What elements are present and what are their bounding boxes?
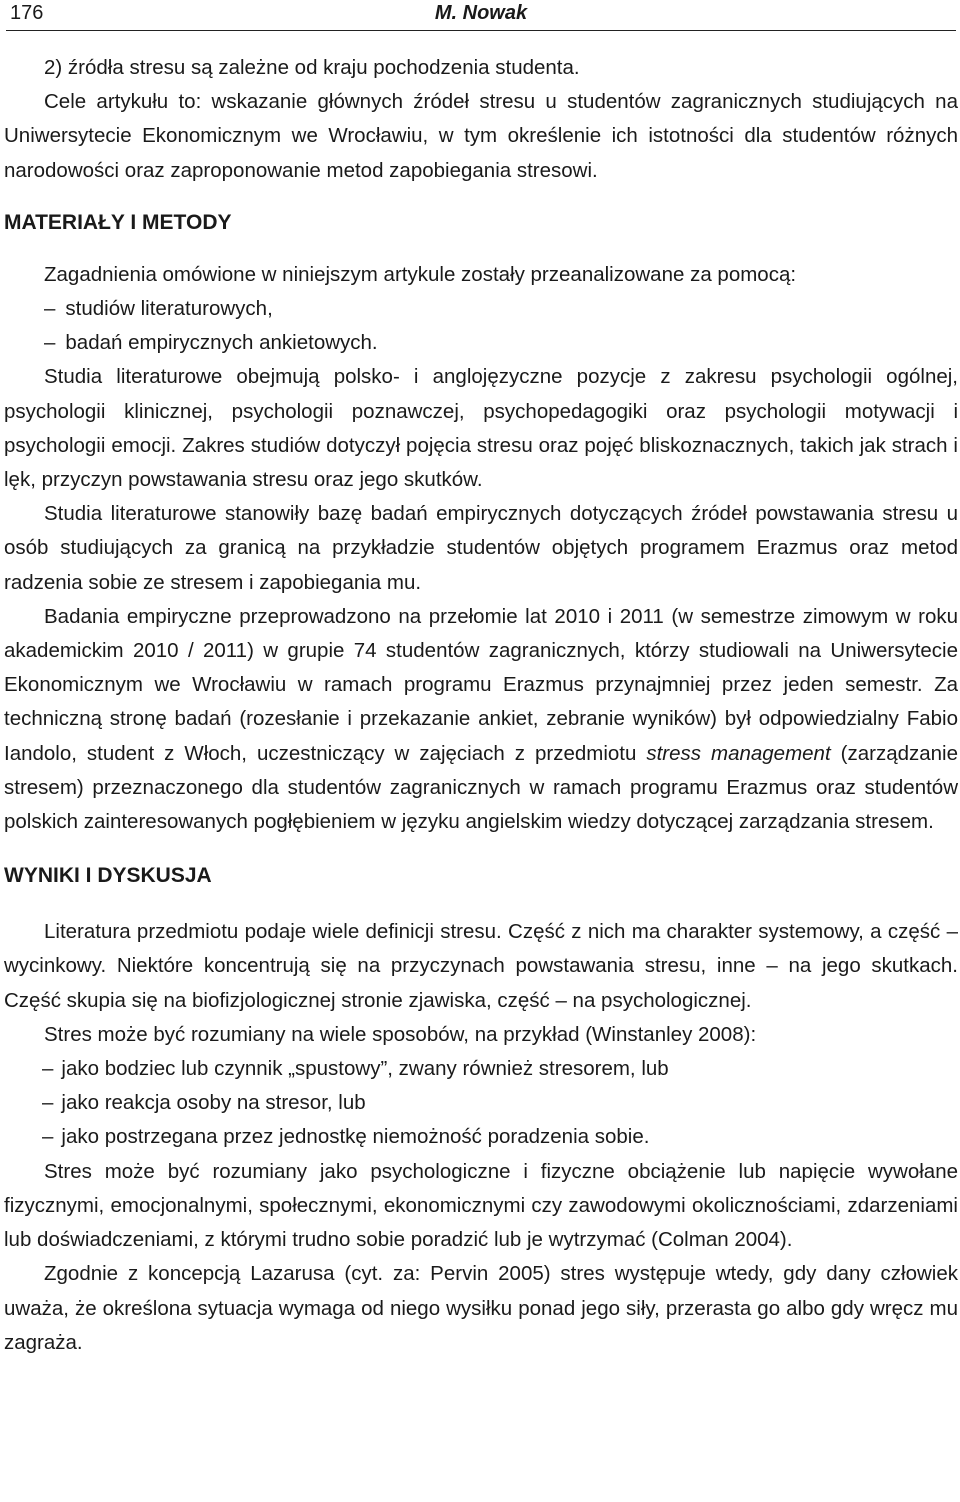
- results-paragraph-4: Zgodnie z koncepcją Lazarusa (cyt. za: Pervin 2005) stres występuje wtedy, gdy dany człowiek uważa, że określona sytuacja wymaga od niego wysiłku ponad jego siły, przerasta go albo gdy wręcz mu zagraża.: [4, 1262, 958, 1354]
- section-heading-results: WYNIKI I DYSKUSJA: [4, 864, 212, 888]
- results-paragraph-3: Stres może być rozumiany jako psychologiczne i fizyczne obciążenie lub napięcie wywołane fizycznymi, emocjonalnymi, społecznymi, ekonomicznymi czy zawodowymi okolicznościami, zdarzeniami lub doświadczeniami, z którymi trudno sobie poradzić lub je wytrzymać (Colman 2004).: [4, 1159, 958, 1252]
- dash-bullet: –: [44, 297, 56, 321]
- methods-paragraph-2: Studia literaturowe stanowiły bazę badań empirycznych dotyczących źródeł powstawania stresu u osób studiujących za granicą na przykładzie studentów objętych programem Erazmus oraz metod radzenia sobie ze stresem i zapobiegania mu.: [4, 502, 958, 594]
- page-number: 176: [10, 2, 44, 24]
- dash-bullet: –: [42, 1125, 54, 1149]
- results-paragraph-2: Stres może być rozumiany na wiele sposobów, na przykład (Winstanley 2008):: [44, 1022, 757, 1046]
- dash-bullet: –: [44, 331, 56, 355]
- list-item: – jako bodziec lub czynnik „spustowy”, zwany również stresorem, lub: [42, 1057, 669, 1081]
- methods-paragraph-1: Studia literaturowe obejmują polsko- i anglojęzyczne pozycje z zakresu psychologii ogólnej, psychologii klinicznej, psychologii poznawczej, psychopedagogiki oraz psychologii motywacji i psychologii emocji. Zakres studiów dotyczył pojęcia stresu oraz pojęć bliskoznacznych, takich jak strach i lęk, przyczyn powstawania stresu oraz jego skutków.: [4, 365, 958, 492]
- methods-paragraph-3: Badania empiryczne przeprowadzono na przełomie lat 2010 i 2011 (w semestrze zimowym w roku akademickim 2010 / 2011) w grupie 74 studentów zagranicznych, którzy studiowali na Uniwersytecie Ekonomicznym we Wrocławiu w ramach programu Erazmus przynajmniej przez jeden semestr. Za techniczną stronę badań (rozesłanie i przekazanie ankiet, zebranie wyników) był odpowiedzialny Fabio Iandolo, student z Włoch, uczestniczący w zajęciach z przedmiotu stress management (zarządzanie stresem) przeznaczonego dla studentów zagranicznych w ramach programu Erazmus oraz studentów polskich zainteresowanych pogłębieniem w języku angielskim wiedzy dotyczącej zarządzania stresem.: [4, 604, 959, 834]
- list-item: – jako postrzegana przez jednostkę niemożność poradzenia sobie.: [42, 1125, 650, 1149]
- methods-lead: Zagadnienia omówione w niniejszym artykule zostały przeanalizowane za pomocą:: [44, 262, 797, 286]
- section-heading-methods: MATERIAŁY I METODY: [4, 210, 232, 234]
- aims-paragraph: Cele artykułu to: wskazanie głównych źródeł stresu u studentów zagranicznych studiujących na Uniwersytecie Ekonomicznym we Wrocławiu, w tym określenie ich istotności dla studentów różnych narodowości oraz zaproponowanie metod zapobiegania stresowi.: [4, 90, 958, 182]
- list-item: – jako reakcja osoby na stresor, lub: [42, 1091, 366, 1115]
- list-item: – badań empirycznych ankietowych.: [44, 331, 378, 355]
- results-paragraph-1: Literatura przedmiotu podaje wiele definicji stresu. Część z nich ma charakter systemowy, a część – wycinkowy. Niektóre koncentrują się na przyczynach powstawania stresu, inne – na jego skutkach. Część skupia się na biofizjologicznej stronie zjawiska, część – na psychologicznej.: [4, 920, 958, 1012]
- running-header: [6, 0, 956, 31]
- emphasized-term: stress management: [646, 741, 831, 765]
- dash-bullet: –: [42, 1057, 54, 1081]
- list-item: – studiów literaturowych,: [44, 297, 273, 321]
- article-body: [4, 51, 958, 1360]
- dash-bullet: –: [42, 1091, 54, 1115]
- hypothesis-item-2: 2) źródła stresu są zależne od kraju pochodzenia studenta.: [44, 56, 580, 79]
- running-author: M. Nowak: [434, 2, 528, 24]
